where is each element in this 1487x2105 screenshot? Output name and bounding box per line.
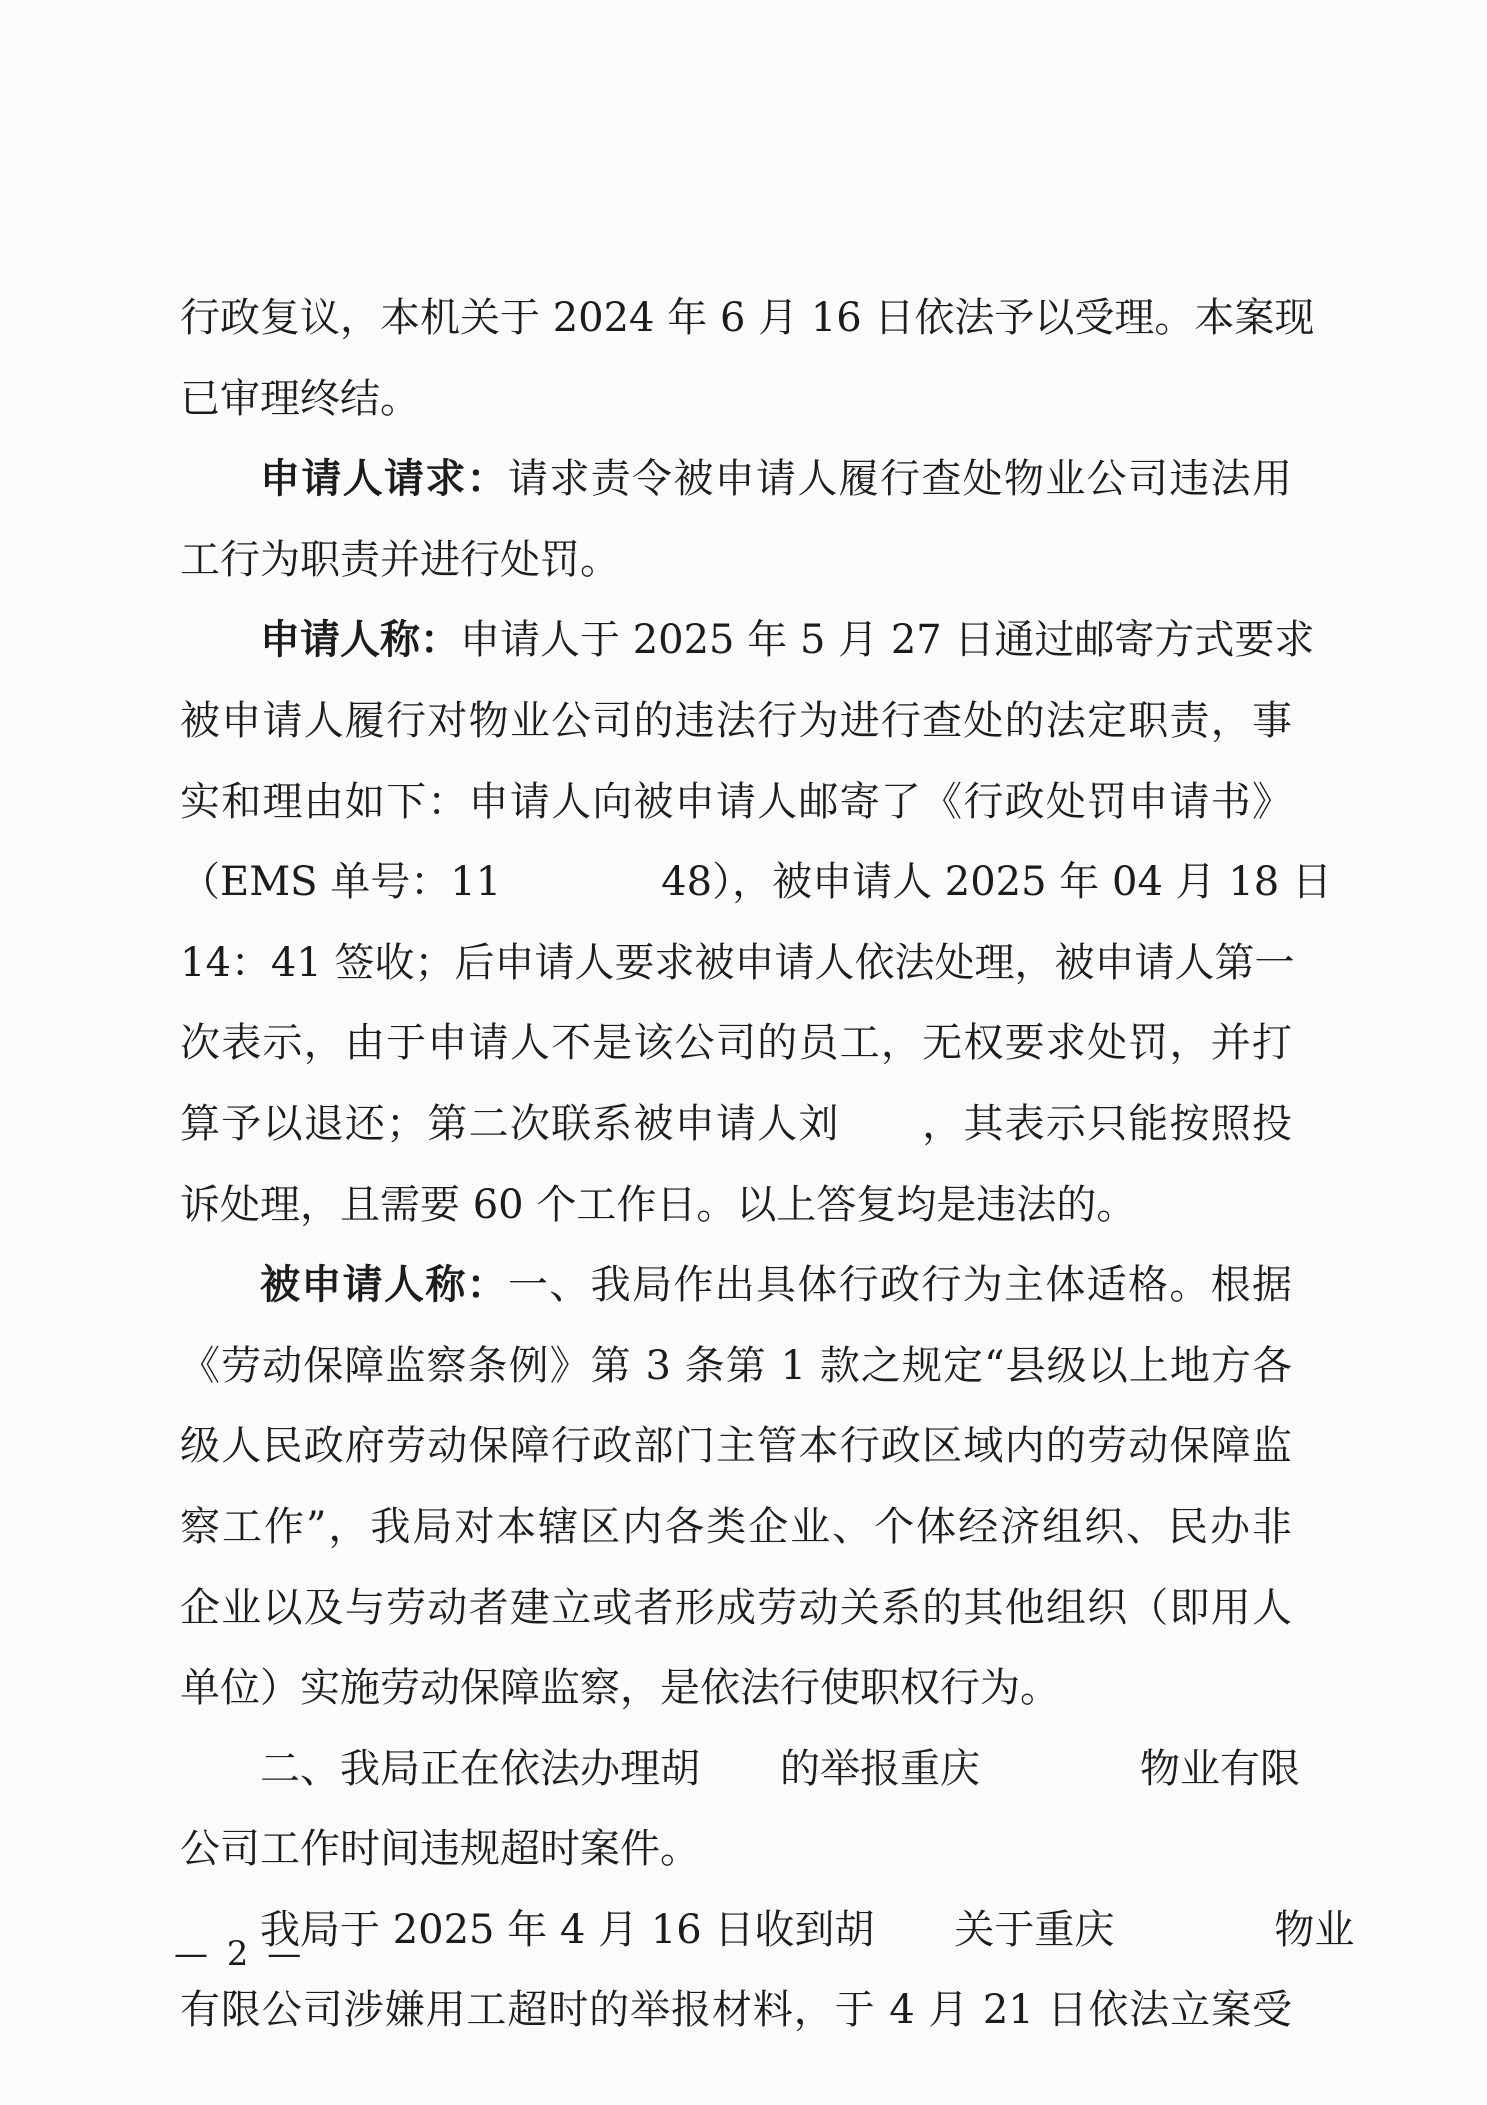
text-line (180, 439, 1292, 520)
text-run: 一、我局作出具体行政行为主体适格。根据 (508, 1262, 1292, 1309)
text-line: 察工作”，我局对本辖区内各类企业、个体经济组织、民办非 (180, 1503, 1292, 1550)
text-run: 请求责令被申请人履行查处物业公司违法用 (508, 456, 1292, 503)
text-line: 公司工作时间违规超时案件。 (180, 1826, 700, 1873)
text-line: 级人民政府劳动保障行政部门主管本行政区域内的劳动保障监 (180, 1423, 1292, 1470)
text-line: 《劳动保障监察条例》第 3 条第 1 款之规定“县级以上地方各 (180, 1342, 1292, 1389)
text-line: 次表示，由于申请人不是该公司的员工，无权要求处罚，并打 (180, 1020, 1292, 1067)
paragraph-heading: 申请人称： (260, 616, 460, 664)
text-line: 算予以退还；第二次联系被申请人刘 ，其表示只能按照投 (180, 1100, 1292, 1147)
body-text (180, 278, 1355, 2051)
text-line: 单位）实施劳动保障监察，是依法行使职权行为。 (180, 1665, 1060, 1712)
text-line: 14：41 签收；后申请人要求被申请人依法处理，被申请人第一 (180, 939, 1295, 986)
text-run: 申请人于 2025 年 5 月 27 日通过邮寄方式要求 (460, 617, 1315, 664)
text-line: 已审理终结。 (180, 375, 420, 422)
text-line: 我局于 2025 年 4 月 16 日收到胡 关于重庆 物业 (260, 1906, 1355, 1953)
text-line: 行政复议，本机关于 2024 年 6 月 16 日依法予以受理。本案现 (180, 295, 1315, 341)
text-line: 被申请人履行对物业公司的违法行为进行查处的法定职责，事 (180, 697, 1292, 744)
text-line: 企业以及与劳动者建立或者形成劳动关系的其他组织（即用人 (180, 1584, 1292, 1631)
text-line: 实和理由如下：申请人向被申请人邮寄了《行政处罚申请书》 (180, 778, 1292, 825)
text-line: 二、我局正在依法办理胡 的举报重庆 物业有限 (260, 1745, 1300, 1792)
text-line: 有限公司涉嫌用工超时的举报材料，于 4 月 21 日依法立案受 (180, 1987, 1292, 2034)
text-line: （EMS 单号：11 48），被申请人 2025 年 04 月 18 日 (180, 859, 1332, 906)
page-number: — 2 — (174, 1934, 306, 1974)
text-line (180, 600, 1315, 681)
text-line: 工行为职责并进行处罚。 (180, 536, 620, 583)
paragraph-heading: 申请人请求： (260, 455, 508, 503)
text-line (180, 1245, 1292, 1326)
text-line: 诉处理，且需要 60 个工作日。以上答复均是违法的。 (180, 1181, 1137, 1228)
paragraph-heading: 被申请人称： (260, 1261, 508, 1309)
